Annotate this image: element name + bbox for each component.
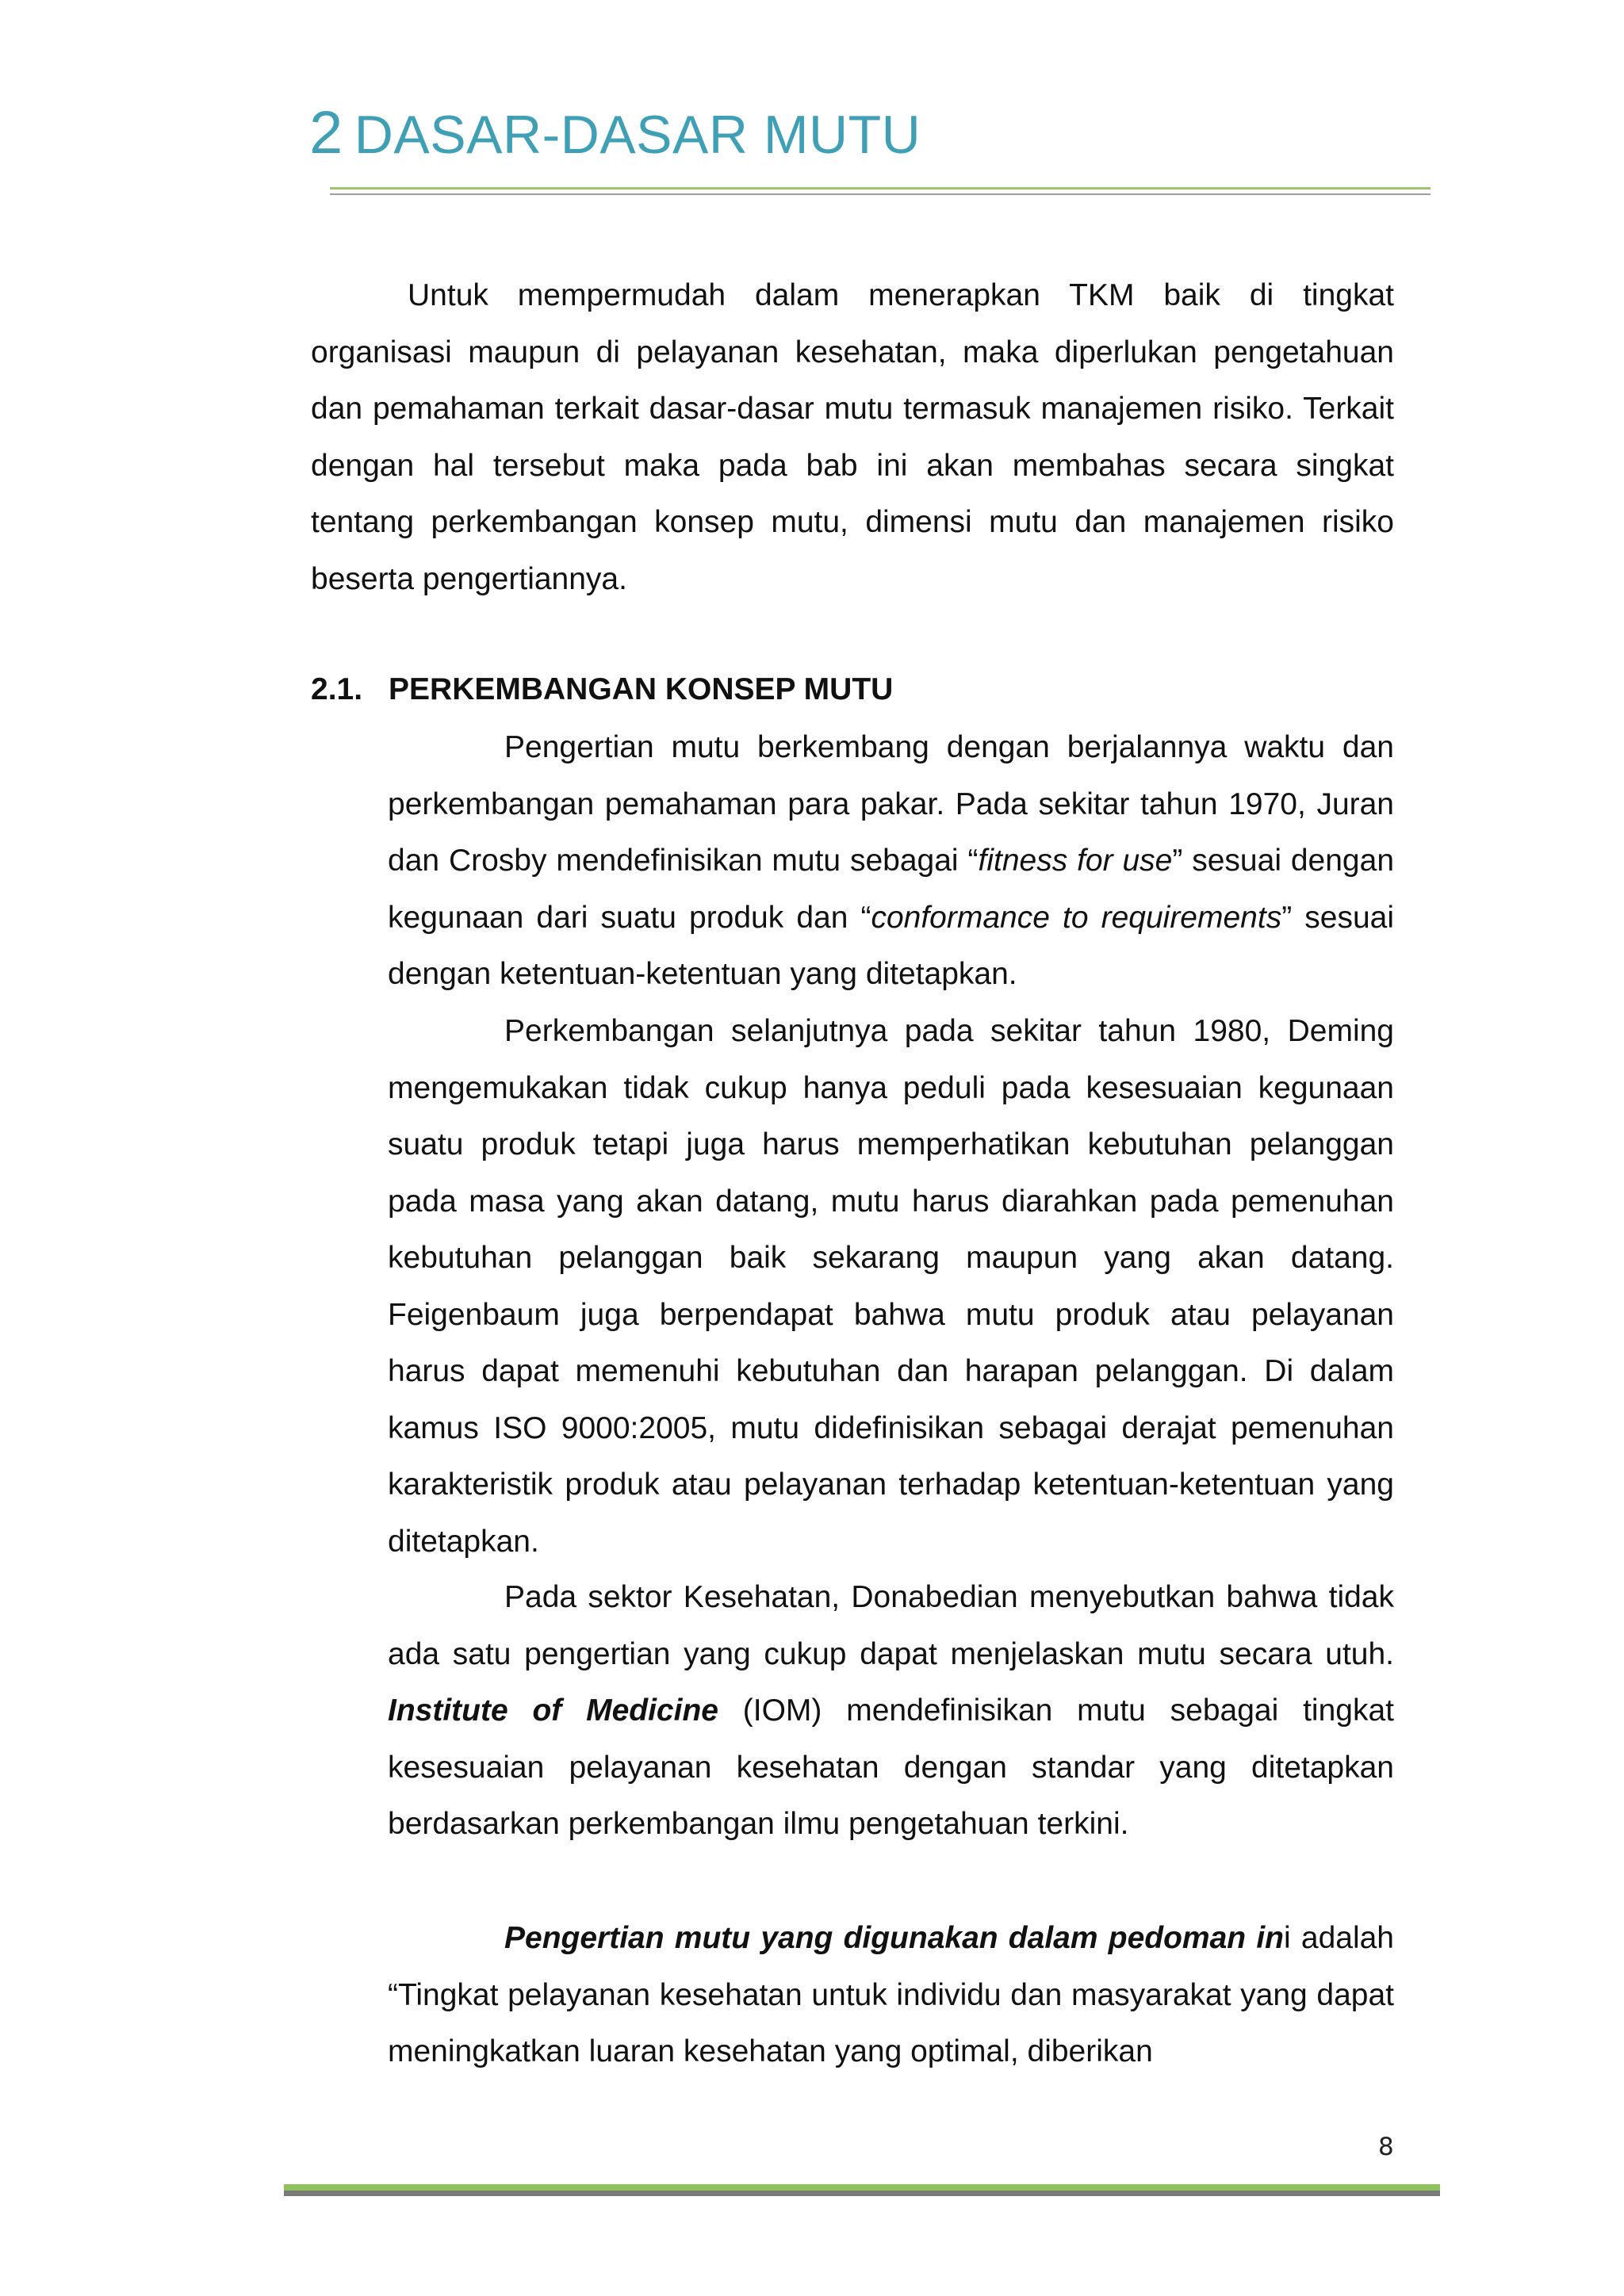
paragraph-mutu-definition <box>388 719 1394 1003</box>
p4-text-b: i adalah “Tingkat pelayanan kesehatan untuk individu dan masyarakat yang dapat meningkatkan luaran kesehatan yang optimal, diberikan <box>388 1921 1394 2068</box>
page-number: 8 <box>1378 2133 1394 2161</box>
section-number: 2.1. <box>311 672 363 706</box>
footer-rule-green <box>284 2184 1440 2191</box>
chapter-title <box>309 101 921 166</box>
p1-italic-fitness: fitness for use <box>978 844 1173 878</box>
footer-rule-gray <box>284 2191 1440 2196</box>
intro-paragraph: Untuk mempermudah dalam menerapkan TKM baik di tingkat organisasi maupun di pelayanan kesehatan, maka diperlukan pengetahuan dan pemahaman terkait dasar-dasar mutu termasuk manajemen risiko. Terkait dengan hal tersebut maka pada bab ini akan membahas secara singkat tentang perkembangan konsep mutu, dimensi mutu dan manajemen risiko beserta pengertiannya. <box>311 278 1394 596</box>
p3-bold-italic-iom: Institute of Medicine <box>388 1693 718 1728</box>
paragraph-guideline-definition <box>388 1910 1394 2080</box>
section-title: PERKEMBANGAN KONSEP MUTU <box>389 672 894 706</box>
header-rule-gray <box>330 193 1431 195</box>
p1-text-c: ” sesuai dengan kegunaan dari suatu produk dan “ <box>388 844 1395 935</box>
paragraph-health-sector <box>388 1569 1394 1853</box>
p3-text-a: Pada sektor Kesehatan, Donabedian menyebutkan bahwa tidak ada satu pengertian yang cukup dapat menjelaskan mutu secara utuh. <box>388 1580 1394 1671</box>
p3-text-c: (IOM) mendefinisikan mutu sebagai tingkat kesesuaian pelayanan kesehatan dengan standar yang ditetapkan berdasarkan perkembangan ilmu pengetahuan terkini. <box>388 1693 1395 1841</box>
chapter-number: 2 <box>309 99 343 166</box>
paragraph-deming: Perkembangan selanjutnya pada sekitar tahun 1980, Deming mengemukakan tidak cukup hanya peduli pada kesesuaian kegunaan suatu produk tetapi juga harus memperhatikan kebutuhan pelanggan pada masa yang akan datang, mutu harus diarahkan pada pemenuhan kebutuhan pelanggan baik sekarang maupun yang akan datang. Feigenbaum juga berpendapat bahwa mutu produk atau pelayanan harus dapat memenuhi kebutuhan dan harapan pelanggan. Di dalam kamus ISO 9000:2005, mutu didefinisikan sebagai derajat pemenuhan karakteristik produk atau pelayanan terhadap ketentuan-ketentuan yang ditetapkan. <box>388 1014 1394 1559</box>
p4-bold-italic-lead: Pengertian mutu yang digunakan dalam pedoman in <box>504 1921 1284 1955</box>
p1-italic-conformance: conformance to requirements <box>871 900 1282 935</box>
p1-text-a: Pengertian mutu berkembang dengan berjalannya waktu dan perkembangan pemahaman para pakar. Pada sekitar tahun 1970, Juran dan Crosby mendefinisikan mutu sebagai “ <box>388 730 1394 878</box>
chapter-title-text: DASAR-DASAR MUTU <box>354 105 921 165</box>
p1-text-e: ” sesuai dengan ketentuan-ketentuan yang ditetapkan. <box>388 900 1395 991</box>
section-heading <box>311 661 893 718</box>
header-rule-green <box>330 187 1431 189</box>
